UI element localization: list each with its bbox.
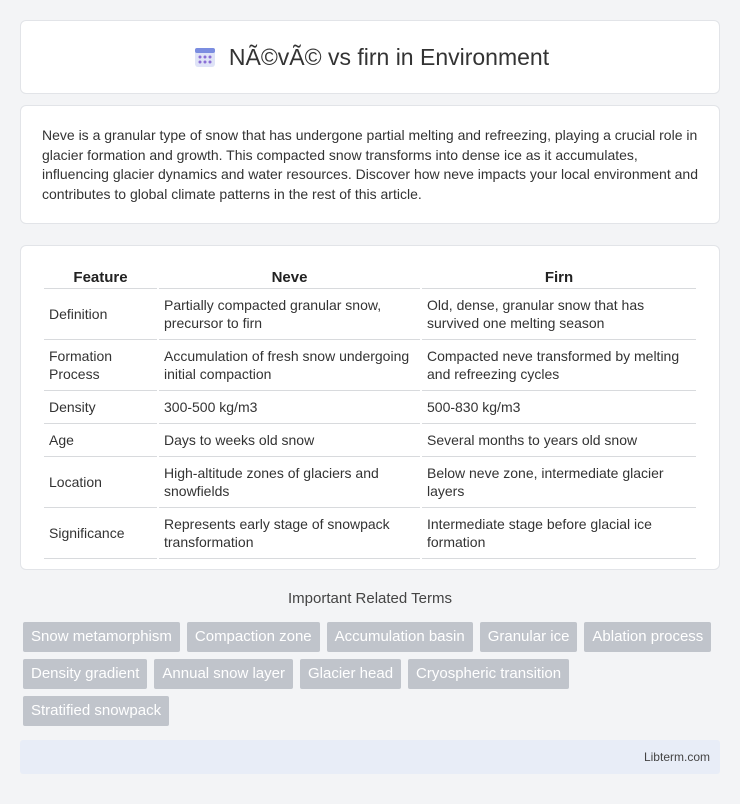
row-feature: Formation Process	[44, 340, 157, 391]
related-term-tag[interactable]: Cryospheric transition	[408, 659, 569, 689]
related-terms-list	[23, 622, 713, 726]
row-feature: Significance	[44, 508, 157, 559]
table-row	[44, 508, 696, 559]
related-term-tag[interactable]: Annual snow layer	[154, 659, 293, 689]
row-firn: Compacted neve transformed by melting and refreezing cycles	[422, 340, 696, 391]
title-wrap	[191, 43, 549, 71]
row-firn: Old, dense, granular snow that has survived one melting season	[422, 289, 696, 340]
page-title: NÃ©vÃ© vs firn in Environment	[228, 43, 550, 70]
calendar-grid-icon	[191, 43, 219, 71]
table-row	[44, 289, 696, 340]
row-neve: 300-500 kg/m3	[159, 391, 420, 424]
row-neve: Represents early stage of snowpack transformation	[159, 508, 420, 559]
row-neve: Partially compacted granular snow, precursor to firn	[159, 289, 420, 340]
related-terms-title: Important Related Terms	[288, 590, 452, 607]
table-header-row	[44, 265, 696, 289]
comparison-table	[42, 265, 698, 559]
related-term-tag[interactable]: Granular ice	[480, 622, 578, 652]
row-firn: 500-830 kg/m3	[422, 391, 696, 424]
footer-brand-link[interactable]: Libterm.com	[643, 750, 710, 764]
related-term-tag[interactable]: Glacier head	[300, 659, 401, 689]
table-row	[44, 457, 696, 508]
header-feature: Feature	[44, 265, 157, 289]
header-firn: Firn	[422, 265, 696, 289]
row-feature: Definition	[44, 289, 157, 340]
related-term-tag[interactable]: Stratified snowpack	[23, 696, 169, 726]
row-feature: Location	[44, 457, 157, 508]
row-feature: Density	[44, 391, 157, 424]
row-neve: Accumulation of fresh snow undergoing initial compaction	[159, 340, 420, 391]
row-neve: High-altitude zones of glaciers and snowfields	[159, 457, 420, 508]
row-firn: Several months to years old snow	[422, 424, 696, 457]
related-term-tag[interactable]: Density gradient	[23, 659, 147, 689]
related-term-tag[interactable]: Snow metamorphism	[23, 622, 180, 652]
title-card	[20, 20, 720, 94]
footer	[20, 740, 720, 774]
row-firn: Intermediate stage before glacial ice formation	[422, 508, 696, 559]
header-neve: Neve	[159, 265, 420, 289]
related-term-tag[interactable]: Compaction zone	[187, 622, 320, 652]
intro-paragraph: Neve is a granular type of snow that has undergone partial melting and refreezing, playing a crucial role in glacier formation and growth. This compacted snow transforms into dense ice as it accumulates, influencing glacier dynamics and water resources. Discover how neve impacts your local environment and contributes to global climate patterns in the rest of this article.	[42, 127, 698, 202]
row-neve: Days to weeks old snow	[159, 424, 420, 457]
row-feature: Age	[44, 424, 157, 457]
intro-card	[20, 105, 720, 224]
table-row	[44, 340, 696, 391]
related-term-tag[interactable]: Accumulation basin	[327, 622, 473, 652]
comparison-table-card	[20, 245, 720, 570]
table-row	[44, 424, 696, 457]
table-row	[44, 391, 696, 424]
related-term-tag[interactable]: Ablation process	[584, 622, 711, 652]
row-firn: Below neve zone, intermediate glacier layers	[422, 457, 696, 508]
